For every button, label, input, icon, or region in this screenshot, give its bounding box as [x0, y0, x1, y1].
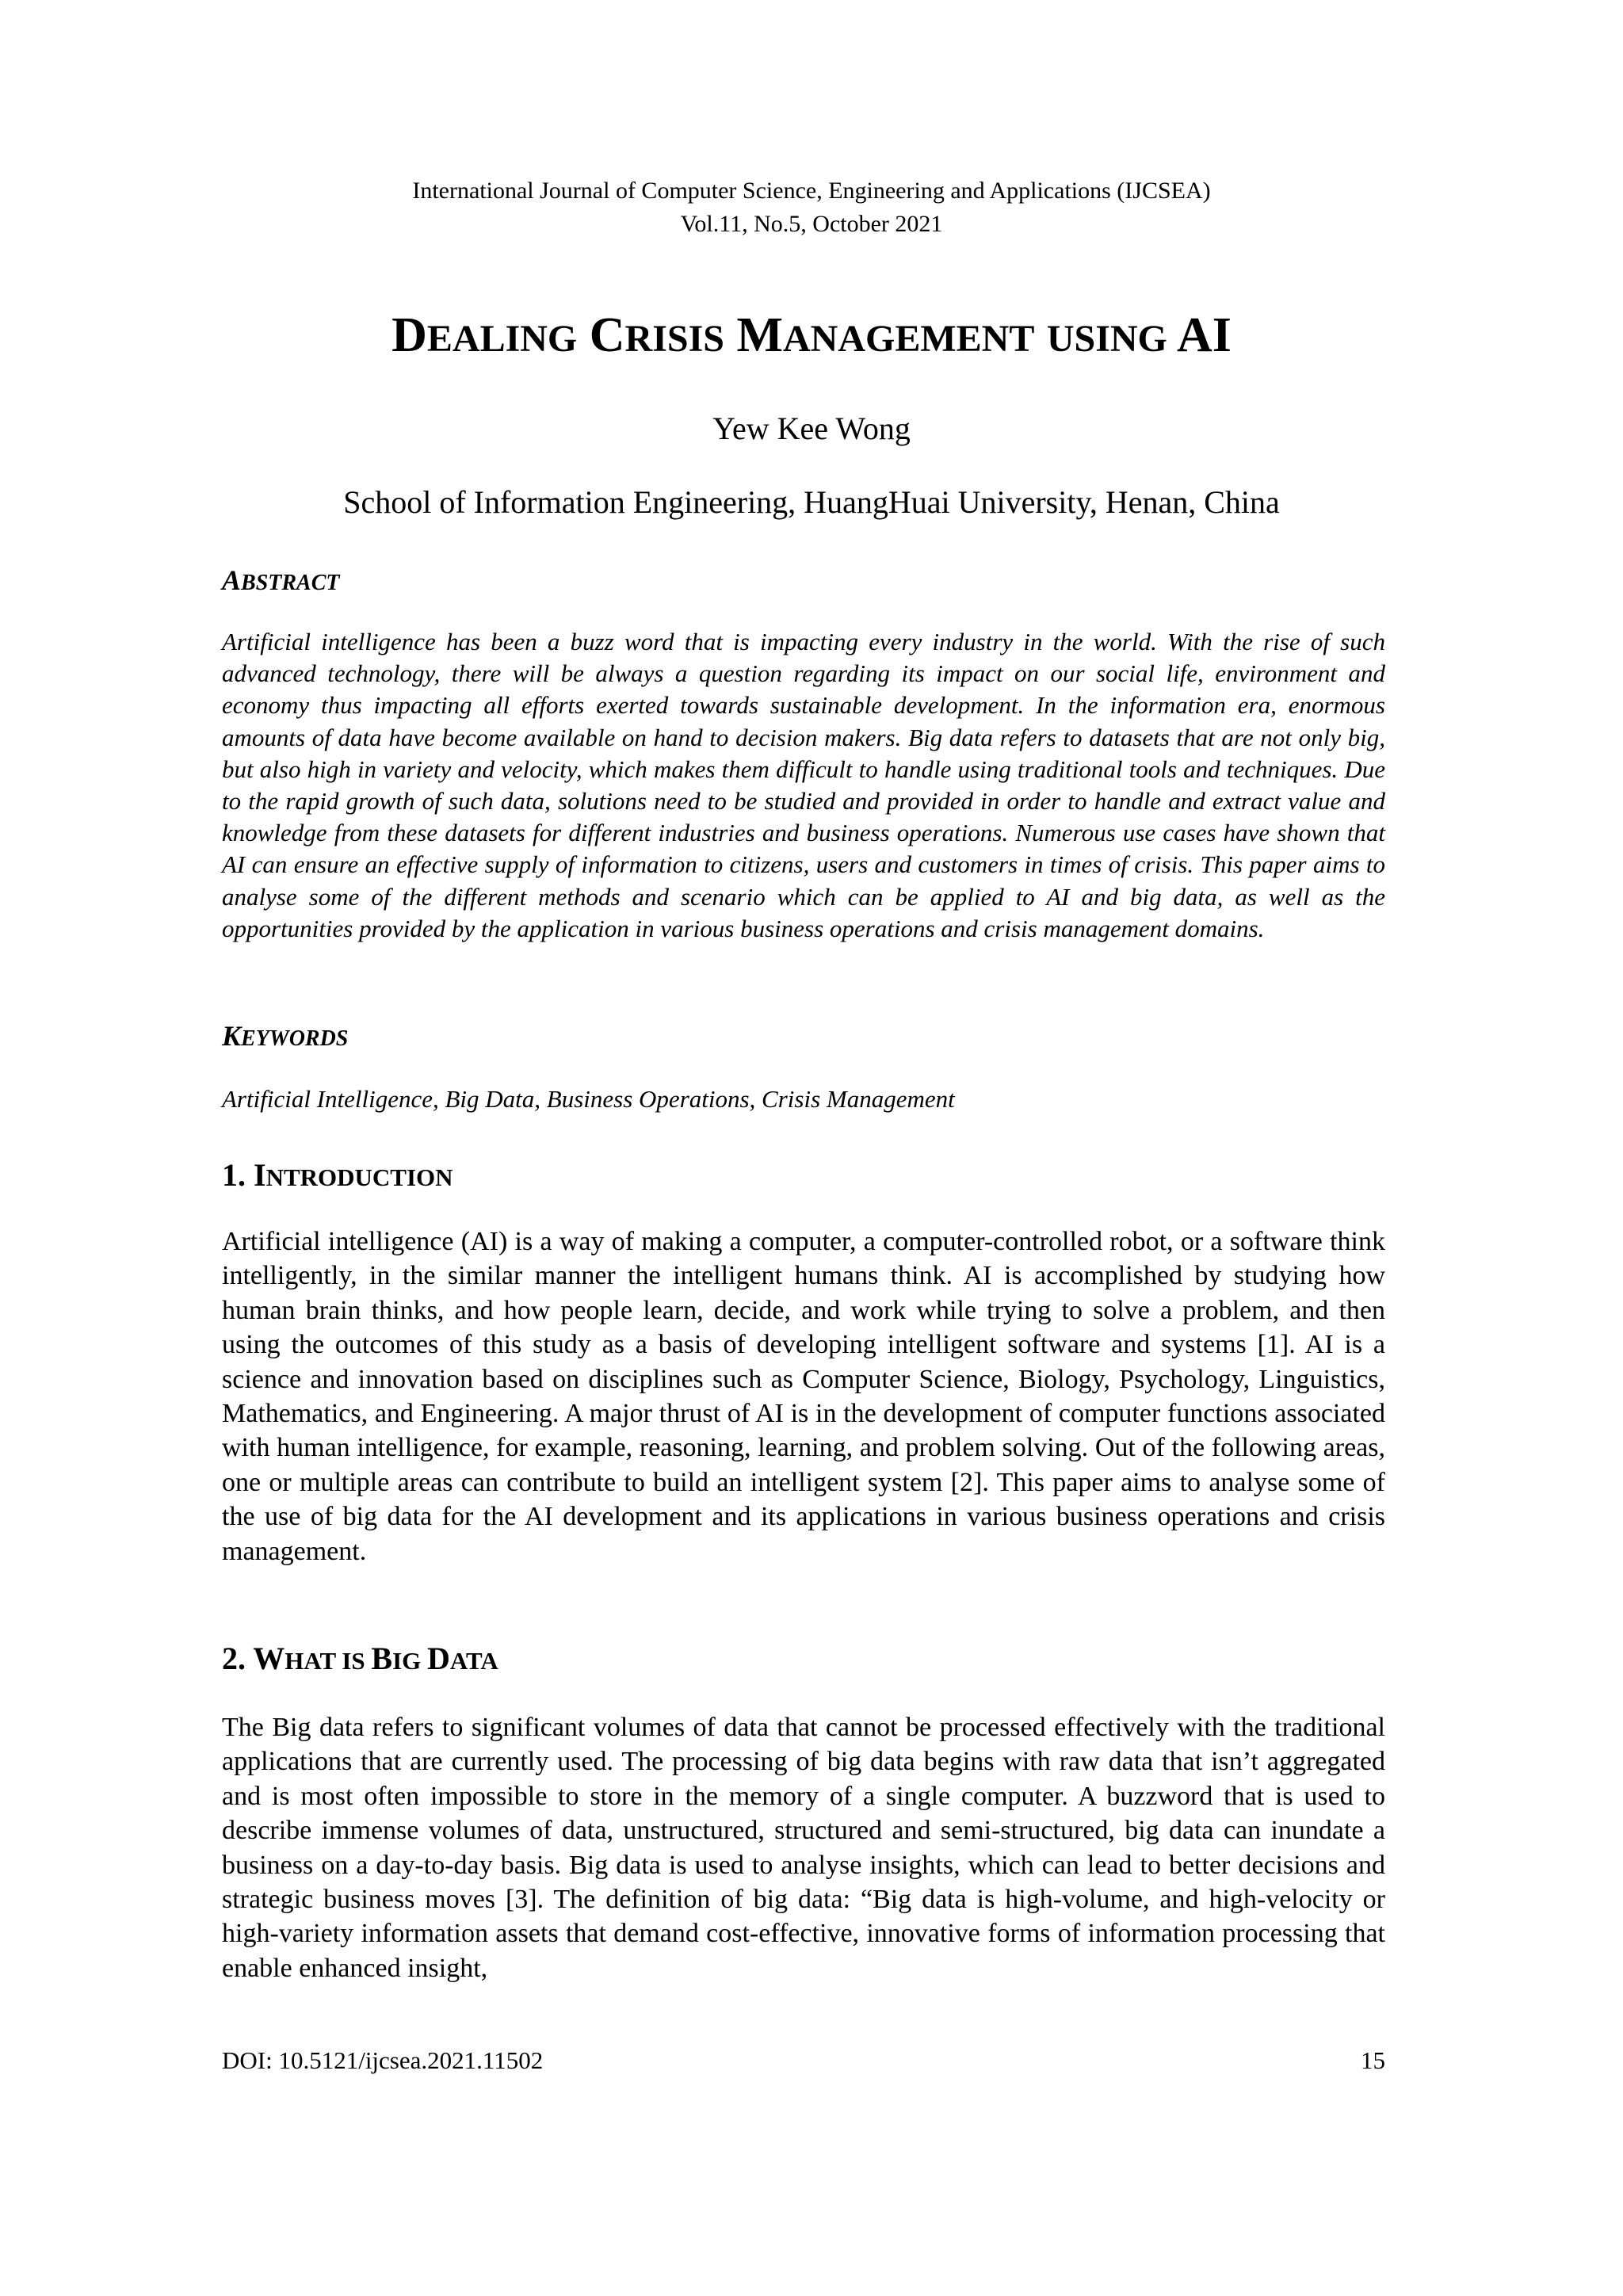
author-name: Yew Kee Wong: [712, 411, 911, 446]
journal-volume: Vol.11, No.5, October 2021: [680, 211, 943, 237]
running-header: [0, 174, 1623, 241]
section-heading-introduction: 1. INTRODUCTION: [222, 1157, 453, 1193]
author-affiliation: School of Information Engineering, HuangHuai University, Henan, China: [343, 484, 1280, 520]
page-number: 15: [1361, 2046, 1385, 2074]
doi-link[interactable]: DOI: 10.5121/ijcsea.2021.11502: [222, 2046, 544, 2074]
abstract-heading: ABSTRACT: [222, 564, 340, 596]
abstract-text: Artificial intelligence has been a buzz word that is impacting every industry in the world. With the rise of such advanced technology, there will be always a question regarding its impact on our social life, environment and economy thus impacting all efforts exerted towards sustainable development. In the information era, enormous amounts of data have become available on hand to decision makers. Big data refers to datasets that are not only big, but also high in variety and velocity, which makes them difficult to handle using traditional tools and techniques. Due to the rapid growth of such data, solutions need to be studied and provided in order to handle and extract value and knowledge from these datasets for different industries and business operations. Numerous use cases have shown that AI can ensure an effective supply of information to citizens, users and customers in times of crisis. This paper aims to analyse some of the different methods and scenario which can be applied to AI and big data, as well as the opportunities provided by the application in various business operations and crisis management domains.: [222, 628, 1385, 942]
big-data-paragraph: The Big data refers to significant volumes of data that cannot be processed effectively with the traditional applications that are currently used. The processing of big data begins with raw data that isn’t aggregated and is most often impossible to store in the memory of a single computer. A buzzword that is used to describe immense volumes of data, unstructured, structured and semi-structured, big data can inundate a business on a day-to-day basis. Big data is used to analyse insights, which can lead to better decisions and strategic business moves [3]. The definition of big data: “Big data is high-volume, and high-velocity or high-variety information assets that demand cost-effective, innovative forms of information processing that enable enhanced insight,: [222, 1713, 1385, 1983]
section-heading-big-data: 2. WHAT IS BIG DATA: [222, 1641, 498, 1676]
paper-title: DEALING CRISIS MANAGEMENT USING AI: [391, 308, 1232, 362]
introduction-paragraph: Artificial intelligence (AI) is a way of making a computer, a computer-controlled robot, or a software think intelligently, in the similar manner the intelligent humans think. AI is accomplished by studying how human brain thinks, and how people learn, decide, and work while trying to solve a problem, and then using the outcomes of this study as a basis of developing intelligent software and systems [1]. AI is a science and innovation based on disciplines such as Computer Science, Biology, Psychology, Linguistics, Mathematics, and Engineering. A major thrust of AI is in the development of computer functions associated with human intelligence, for example, reasoning, learning, and problem solving. Out of the following areas, one or multiple areas can contribute to build an intelligent system [2]. This paper aims to analyse some of the use of big data for the AI development and its applications in various business operations and crisis management.: [222, 1227, 1385, 1566]
journal-name: International Journal of Computer Science, Engineering and Applications (IJCSEA): [412, 178, 1211, 204]
keywords-text: Artificial Intelligence, Big Data, Business Operations, Crisis Management: [222, 1085, 955, 1113]
keywords-heading: KEYWORDS: [222, 1020, 349, 1052]
